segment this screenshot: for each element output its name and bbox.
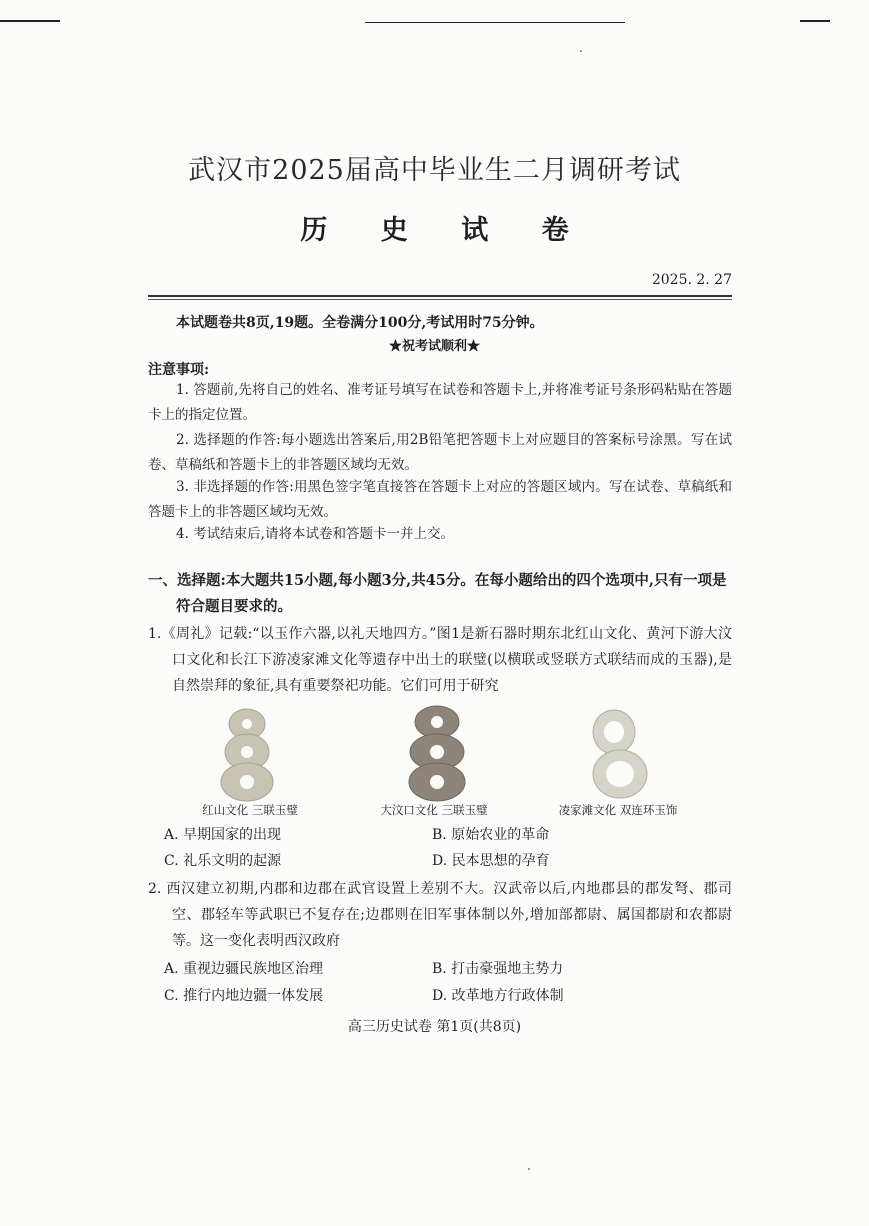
exam-intro: 本试题卷共8页,19题。全卷满分100分,考试用时75分钟。 xyxy=(176,315,544,331)
q2-option-c: C. 推行内地边疆一体发展 xyxy=(164,988,324,1004)
dawenkou-triple-jade-disc-image xyxy=(402,702,472,802)
good-luck-banner: ★祝考试顺利★ xyxy=(388,339,480,354)
note-item: 4. 考试结束后,请将本试卷和答题卡一并上交。 xyxy=(176,526,454,542)
page-footer: 高三历史试卷 第1页(共8页) xyxy=(347,1019,522,1035)
note-item: 1. 答题前,先将自己的姓名、准考证号填写在试卷和答题卡上,并将准考证号条形码粘贴在答题卡上的指定位置。 xyxy=(148,382,732,423)
q2-option-a: A. 重视边疆民族地区治理 xyxy=(164,961,324,977)
scan-mark-right xyxy=(800,20,830,22)
question-2-stem: 2. 西汉建立初期,内郡和边郡在武官设置上差别不大。汉武帝以后,内地郡县的郡发弩、郡司空、郡轻车等武职已不复存在;边郡则在旧军事体制以外,增加部都尉、属国都尉和农都尉等。这一变化表明西汉政府 xyxy=(148,881,732,949)
figure-caption-dawenkou: 大汶口文化 三联玉璧 xyxy=(380,803,488,817)
q1-option-d: D. 民本思想的孕育 xyxy=(432,853,550,869)
exam-title: 武汉市2025届高中毕业生二月调研考试 xyxy=(188,155,681,186)
exam-date: 2025. 2. 27 xyxy=(651,272,732,288)
q1-option-c: C. 礼乐文明的起源 xyxy=(164,853,282,869)
exam-subtitle: 历 史 试 卷 xyxy=(300,215,591,246)
scan-speck xyxy=(528,1168,530,1170)
question-1-stem: 1.《周礼》记载:“以玉作六器,以礼天地四方。”图1是新石器时期东北红山文化、黄河下游大汶口文化和长江下游凌家滩文化等遗存中出土的联璧(以横联或竖联方式联结而成的玉器),是自然崇拜的象征,具有重要祭祀功能。它们可用于研究 xyxy=(148,626,732,694)
hongshan-triple-jade-disc-image xyxy=(212,702,282,802)
scan-speck xyxy=(580,50,582,52)
lingjiatan-double-ring-jade-image xyxy=(582,702,652,802)
figure-caption-hongshan: 红山文化 三联玉璧 xyxy=(202,803,298,817)
note-item: 3. 非选择题的作答:用黑色签字笔直接答在答题卡上对应的答题区域内。写在试卷、草稿纸和答题卡上的非答题区域均无效。 xyxy=(148,479,732,520)
q1-option-a: A. 早期国家的出现 xyxy=(164,827,282,843)
scan-mark-left xyxy=(0,20,60,22)
q2-option-d: D. 改革地方行政体制 xyxy=(432,988,564,1004)
figure-caption-lingjiatan: 凌家滩文化 双连环玉饰 xyxy=(558,803,678,817)
q1-option-b: B. 原始农业的革命 xyxy=(432,827,550,843)
q2-option-b: B. 打击豪强地主势力 xyxy=(432,961,564,977)
header-rule-thin xyxy=(148,299,732,300)
header-rule xyxy=(148,295,732,297)
section-heading: 一、选择题:本大题共15小题,每小题3分,共45分。在每小题给出的四个选项中,只有一项是符合题目要求的。 xyxy=(148,572,727,615)
notes-heading: 注意事项: xyxy=(148,362,210,378)
note-item: 2. 选择题的作答:每小题选出答案后,用2B铅笔把答题卡上对应题目的答案标号涂黑。写在试卷、草稿纸和答题卡上的非答题区域均无效。 xyxy=(148,432,732,473)
scan-mark-center xyxy=(365,22,625,23)
